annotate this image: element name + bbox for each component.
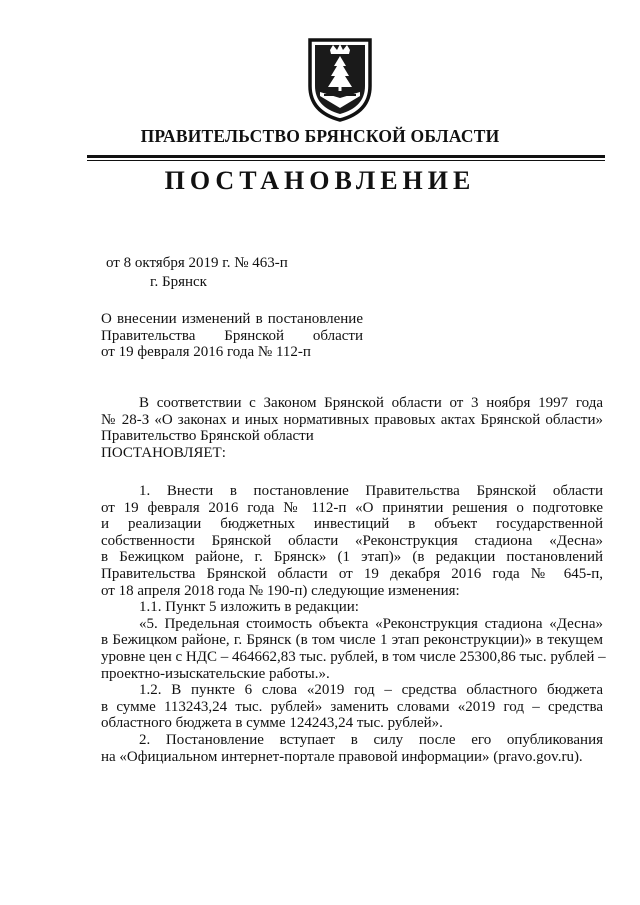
item-1-line: от 19 февраля 2016 года № 112-п «О принятии решения о подготовке bbox=[101, 499, 603, 516]
organization-name: ПРАВИТЕЛЬСТВО БРЯНСКОЙ ОБЛАСТИ bbox=[140, 126, 500, 146]
item-1-line: собственности Брянской области «Реконструкция стадиона «Десна» bbox=[101, 532, 603, 549]
subject-line: О внесении изменений в постановление bbox=[101, 311, 363, 327]
header-rule-thin bbox=[87, 160, 605, 161]
item-2-line: 2. Постановление вступает в силу после его опубликования bbox=[139, 731, 603, 748]
item-1-2-line: 1.2. В пункте 6 слова «2019 год – средства областного бюджета bbox=[139, 682, 603, 699]
coat-of-arms-emblem bbox=[304, 36, 376, 122]
preamble bbox=[101, 395, 603, 461]
item-1-line: и реализации бюджетных инвестиций в объект государственной bbox=[101, 516, 603, 533]
quote-line: в Бежицком районе, г. Брянск (в том числе 1 этап реконструкции)» в текущем bbox=[101, 632, 603, 649]
quote-line: проектно-изыскательские работы.». bbox=[101, 665, 330, 682]
item-1-2-line: в сумме 113243,24 тыс. рублей» заменить словами «2019 год – средства bbox=[101, 698, 603, 715]
document-type-title: ПОСТАНОВЛЕНИЕ bbox=[164, 166, 476, 195]
item-1-line: Правительства Брянской области от 19 декабря 2016 года № 645-п, bbox=[101, 565, 603, 582]
quote-line: «5. Предельная стоимость объекта «Реконструкция стадиона «Десна» bbox=[139, 615, 603, 632]
document-subject bbox=[101, 311, 363, 361]
item-2-line: на «Официальном интернет-портале правовой информации» (pravo.gov.ru). bbox=[101, 748, 583, 765]
item-1-2-line: областного бюджета в сумме 124243,24 тыс. рублей». bbox=[101, 715, 443, 732]
subject-line: Правительства Брянской области bbox=[101, 327, 363, 344]
preamble-line: В соответствии с Законом Брянской области от 3 ноября 1997 года bbox=[139, 395, 603, 411]
preamble-resolves: ПОСТАНОВЛЯЕТ: bbox=[101, 444, 226, 461]
item-1 bbox=[101, 483, 606, 765]
item-1-line: 1. Внести в постановление Правительства Брянской области bbox=[139, 483, 603, 499]
preamble-line: № 28-З «О законах и иных нормативных правовых актах Брянской области» bbox=[101, 411, 603, 428]
item-1-1: 1.1. Пункт 5 изложить в редакции: bbox=[139, 599, 359, 616]
document-date-number: от 8 октября 2019 г. № 463-п bbox=[106, 255, 288, 271]
item-1-line: от 18 апреля 2018 года № 190-п) следующие изменения: bbox=[101, 582, 460, 599]
quote-line: уровне цен с НДС – 464662,83 тыс. рублей, в том числе 25300,86 тыс. рублей – bbox=[101, 648, 606, 665]
preamble-line: Правительство Брянской области bbox=[101, 428, 314, 445]
item-1-line: в Бежицком районе, г. Брянск» (1 этап)» (в редакции постановлений bbox=[101, 549, 603, 566]
header-rule-thick bbox=[87, 155, 605, 158]
subject-line: от 19 февраля 2016 года № 112-п bbox=[101, 344, 311, 360]
document-city: г. Брянск bbox=[150, 274, 207, 290]
